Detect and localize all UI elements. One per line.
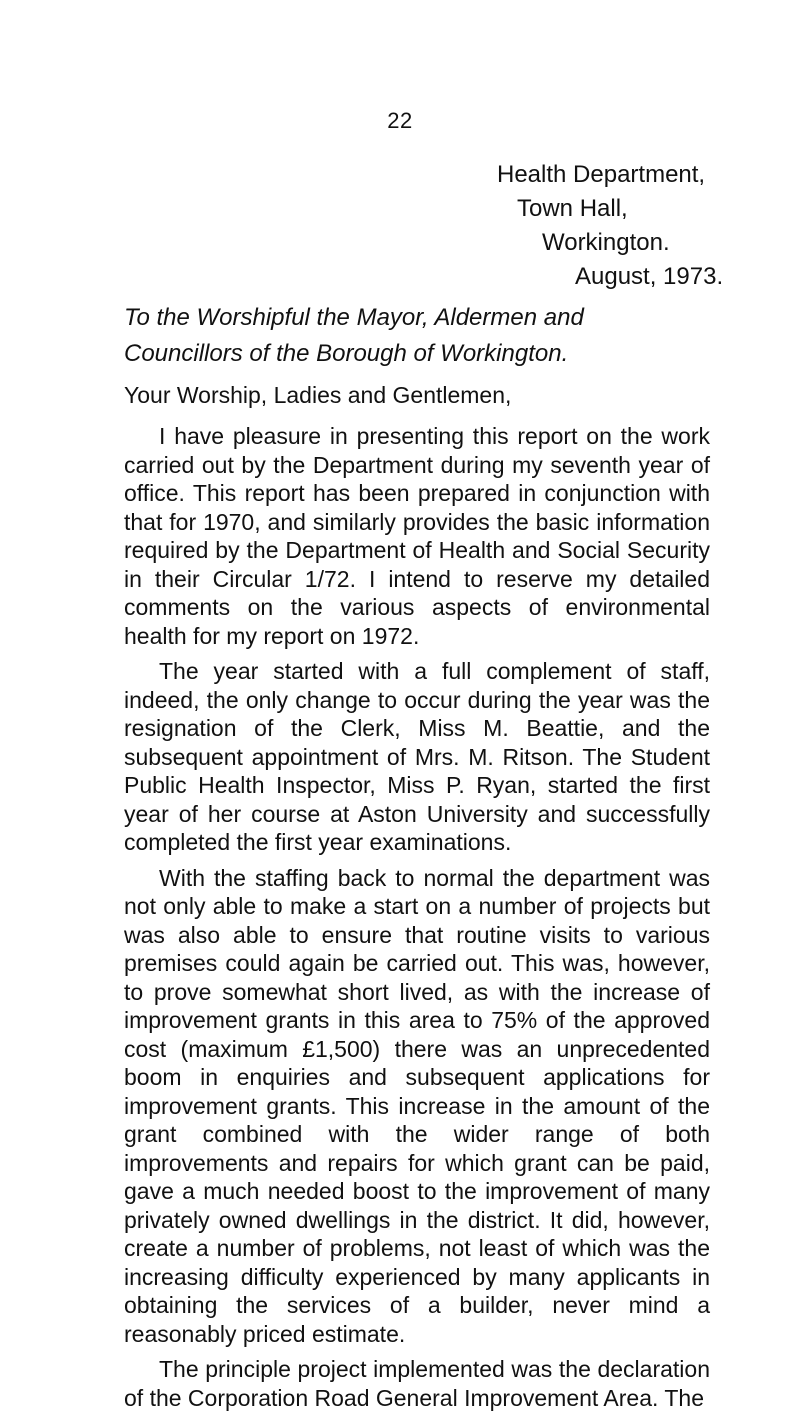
- address-line-department: Health Department,: [497, 161, 706, 188]
- paragraph: The year started with a full complement of staff, indeed, the only change to occur during the year was the resignation of the Clerk, Miss M. Beattie, and the subsequent appointment of Mrs. M. Ritson. The Student Public Health Inspector, Miss P. Ryan, started the first year of her course at Aston University and successfully completed the first year examinations.: [124, 658, 710, 855]
- address-line-building: Town Hall,: [517, 195, 628, 222]
- report-body: [124, 422, 710, 1419]
- address-line-town: Workington.: [542, 229, 670, 256]
- dedication: To the Worshipful the Mayor, Aldermen and Councillors of the Borough of Workington.: [124, 304, 584, 367]
- paragraph: I have pleasure in presenting this report on the work carried out by the Department during my seventh year of office. This report has been prepared in conjunction with that for 1970, and similarly provides the basic information required by the Department of Health and Social Security in their Circular 1/72. I intend to reserve my detailed comments on the various aspects of environmental health for my report on 1972.: [124, 423, 710, 649]
- address-date: August, 1973.: [575, 263, 724, 290]
- paragraph: With the staffing back to normal the department was not only able to make a start on a number of projects but was also able to ensure that routine visits to various premises could again be carried out. This was, however, to prove somewhat short lived, as with the increase of improvement grants in this area to 75% of the approved cost (maximum £1,500) there was an unprecedented boom in enquiries and subsequent applications for improvement grants. This increase in the amount of the grant combined with the wider range of both improvements and repairs for which grant can be paid, gave a much needed boost to the improvement of many privately owned dwellings in the district. It did, however, create a number of problems, not least of which was the increasing difficulty experienced by many applicants in obtaining the services of a builder, never mind a reasonably priced estimate.: [124, 864, 710, 1347]
- page-number: 22: [387, 108, 413, 133]
- sender-address: [0, 158, 800, 294]
- paragraph: The principle project implemented was the declaration of the Corporation Road General Improvement Area. The: [124, 1356, 710, 1411]
- salutation: Your Worship, Ladies and Gentlemen,: [124, 382, 512, 408]
